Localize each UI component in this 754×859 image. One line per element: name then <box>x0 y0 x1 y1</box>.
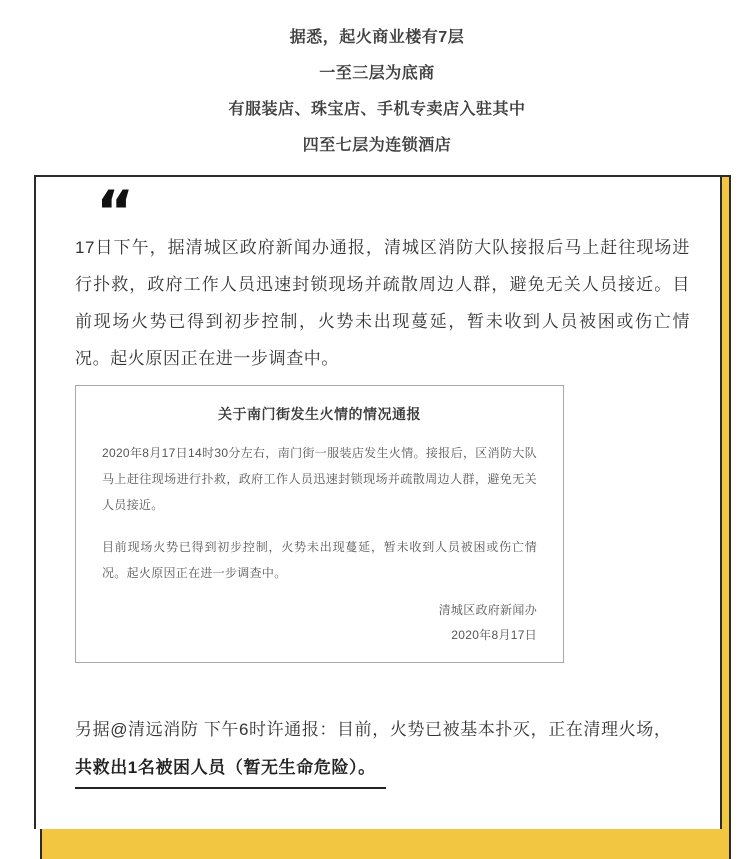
open-quote-icon: “ <box>96 183 135 229</box>
quote-paragraph: 17日下午，据清城区政府新闻办通报，清城区消防大队接报后马上赶往现场进行扑救，政府工作人员迅速封锁现场并疏散周边人群，避免无关人员接近。目前现场火势已得到初步控制，火势未出现蔓延，暂未收到人员被困或伤亡情况。起火原因正在进一步调查中。 <box>75 238 690 368</box>
followup-paragraph <box>75 711 698 789</box>
intro-line: 有服装店、珠宝店、手机专卖店入驻其中 <box>228 101 526 118</box>
followup-text: 另据@清远消防 下午6时许通报：目前，火势已被基本扑灭，正在清理火场， <box>75 720 672 739</box>
notice-date: 2020年8月17日 <box>451 628 537 642</box>
notice-signature-block <box>102 598 537 648</box>
notice-paragraph: 2020年8月17日14时30分左右，南门街一服装店发生火情。接报后，区消防大队马上赶往现场进行扑救，政府工作人员迅速封锁现场并疏散周边人群，避免无关人员接近。 <box>102 446 537 512</box>
intro-line: 四至七层为连锁酒店 <box>302 137 452 154</box>
intro-block <box>0 0 754 164</box>
notice-box <box>75 385 564 663</box>
quote-card <box>34 175 731 829</box>
notice-title: 关于南门街发生火情的情况通报 <box>218 406 421 422</box>
notice-paragraph: 目前现场火势已得到初步控制，火势未出现蔓延，暂未收到人员被困或伤亡情况。起火原因正在进一步调查中。 <box>102 540 537 580</box>
notice-signature: 清城区政府新闻办 <box>438 603 537 617</box>
quote-panel <box>34 175 722 829</box>
intro-line: 一至三层为底商 <box>319 65 435 82</box>
followup-highlight: 共救出1名被困人员（暂无生命危险）。 <box>75 749 386 789</box>
intro-line: 据悉，起火商业楼有7层 <box>289 29 465 46</box>
